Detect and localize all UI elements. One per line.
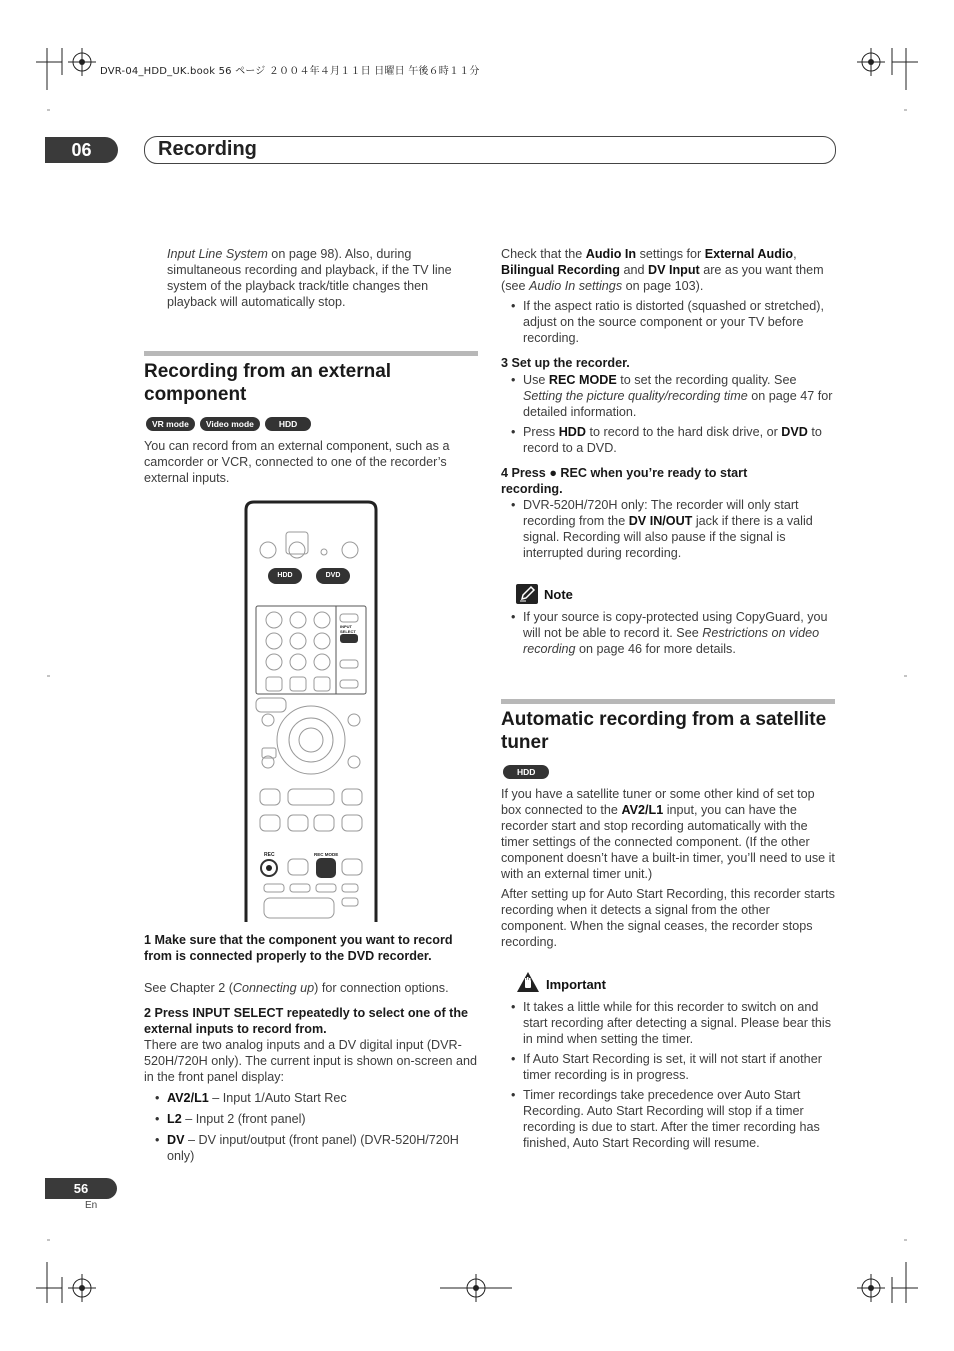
text: If you have a satellite tuner or some other kind of set top box connected to the <box>501 787 815 817</box>
bold: DVD <box>781 425 808 439</box>
text: and <box>619 263 648 277</box>
text: jack if there is a valid signal. Recording will also pause if the signal is interrupted during recording. <box>523 514 813 560</box>
section-rule <box>144 351 478 356</box>
input-list <box>145 1090 479 1168</box>
bold: Audio In <box>585 247 637 261</box>
remote-dvd-label: DVD <box>325 572 341 579</box>
text: on page 46 for more details. <box>575 642 736 656</box>
text: are as you want them (see <box>501 263 824 293</box>
step-4-title: 4 Press ● REC when you’re ready to start recording. <box>501 466 748 496</box>
aspect-bullet <box>501 298 835 350</box>
list-item: • If the aspect ratio is distorted (squashed or stretched), adjust on the source component or your TV before recording. <box>501 298 835 346</box>
input-key: L2 <box>167 1112 182 1126</box>
list-item <box>501 497 835 561</box>
audio-in-paragraph <box>501 246 835 294</box>
remote-rec-mode-label: REC MODE <box>314 852 339 857</box>
list-item <box>501 372 835 420</box>
text: on page 103). <box>622 279 704 293</box>
list-item: • Timer recordings take precedence over Auto Start Recording. Auto Start Recording will stop if a timer recording is due to start. After the timer recording has finished, Auto Start Recording will resume. <box>501 1087 835 1151</box>
important-heading: Important <box>546 977 606 992</box>
satellite-paragraph-2: After setting up for Auto Start Recording, this recorder starts recording when it detects a signal from the other component. When the signal ceases, the recorder stops recording. <box>501 887 835 949</box>
intro-text: on page 98). Also, during simultaneous recording and playback, if the TV line system of the playback track/title changes then playback will automatically stop. <box>167 247 452 309</box>
step-1-pre: See Chapter 2 ( <box>144 981 233 995</box>
bold: HDD <box>558 425 586 439</box>
intro-italic: Input Line System <box>167 247 268 261</box>
list-item <box>501 609 835 657</box>
remote-hdd-label: HDD <box>277 572 293 579</box>
list-item <box>145 1132 479 1164</box>
remote-rec-label: REC <box>264 852 275 858</box>
input-desc: – DV input/output (front panel) (DVR-520H/720H only) <box>167 1133 459 1163</box>
step-2-body: There are two analog inputs and a DV digital input (DVR-520H/720H only). The current input is shown on-screen and in the front panel display: <box>144 1038 477 1084</box>
tag-hdd: HDD <box>265 417 311 431</box>
text: settings for <box>636 247 705 261</box>
bold: External Audio <box>704 247 794 261</box>
mode-tags <box>146 414 316 432</box>
text: If your source is copy-protected using CopyGuard, you will not be able to record it. See <box>523 610 828 640</box>
text: to record to a DVD. <box>523 425 822 455</box>
warning-hand-icon <box>516 971 540 993</box>
left-intro <box>167 246 477 310</box>
tag-video-mode: Video mode <box>200 417 260 431</box>
bold: AV2/L1 <box>621 803 664 817</box>
section-intro: You can record from an external component, such as a camcorder or VCR, connected to one of the recorder’s external inputs. <box>144 439 450 485</box>
list-item: • If Auto Start Recording is set, it will not start if another timer recording is in progress. <box>501 1051 835 1083</box>
tag-hdd: HDD <box>503 765 549 779</box>
mode-tags <box>503 762 554 780</box>
italic: Restrictions on video recording <box>523 626 820 656</box>
bold: DV Input <box>647 263 700 277</box>
bold: DV IN/OUT <box>628 514 693 528</box>
step-1-title: 1 Make sure that the component you want to record from is connected properly to the DVD recorder. <box>144 933 453 963</box>
chapter-title: Recording <box>158 138 257 160</box>
text: Press <box>523 425 559 439</box>
input-key: AV2/L1 <box>167 1091 209 1105</box>
text: Use <box>523 373 549 387</box>
section-title: Recording from an external component <box>144 361 392 405</box>
pencil-icon <box>516 584 538 604</box>
input-key: DV <box>167 1133 185 1147</box>
list-item: • It takes a little while for this recorder to switch on and start recording after detecting a signal. Please bear this in mind when setting the timer. <box>501 999 835 1047</box>
text: Check that the <box>501 247 586 261</box>
step-1-post: ) for connection options. <box>314 981 449 995</box>
note-body <box>501 609 835 661</box>
text: to record to the hard disk drive, or <box>586 425 782 439</box>
list-item <box>145 1090 479 1106</box>
step-1-italic: Connecting up <box>232 981 315 995</box>
text: input, you can have the recorder start and stop recording automatically with the timer settings of the connected component. (If the other component doesn’t have a built-in timer, you’ll need to use it with an external timer unit.) <box>501 803 835 881</box>
step-3-bullets <box>501 372 835 460</box>
italic: Setting the picture quality/recording time <box>523 389 748 403</box>
bold: REC MODE <box>548 373 617 387</box>
text: on page 47 for detailed information. <box>523 389 833 419</box>
language-label: En <box>85 1200 98 1211</box>
input-desc: – Input 2 (front panel) <box>181 1112 306 1126</box>
remote-control-illustration <box>244 500 378 922</box>
note-heading: Note <box>544 587 573 602</box>
step-1-body <box>144 980 478 996</box>
text: to set the recording quality. See <box>616 373 797 387</box>
input-desc: – Input 1/Auto Start Rec <box>208 1091 347 1105</box>
tag-vr-mode: VR mode <box>146 417 195 431</box>
italic: Audio In settings <box>529 279 623 293</box>
list-item <box>145 1111 479 1127</box>
important-bullets <box>501 999 835 1155</box>
section-rule <box>501 699 835 704</box>
file-header: DVR-04_HDD_UK.book 56 ページ ２００４年４月１１日 日曜日 午後６時１１分 <box>100 66 480 77</box>
step-2-title: 2 Press INPUT SELECT repeatedly to select one of the external inputs to record from. <box>144 1006 469 1036</box>
text: , <box>793 247 797 261</box>
chapter-number: 06 <box>45 137 118 163</box>
satellite-paragraph-1 <box>501 786 835 882</box>
text: DVR-520H/720H only: The recorder will only start recording from the <box>523 498 799 528</box>
list-item <box>501 424 835 456</box>
step-3-title: 3 Set up the recorder. <box>501 356 630 370</box>
step-4-bullets <box>501 497 835 565</box>
bold: Bilingual Recording <box>501 263 620 277</box>
remote-input-select-label: INPUT SELECT <box>340 624 356 634</box>
section-title: Automatic recording from a satellite tuner <box>501 709 827 753</box>
page-number: 56 <box>45 1178 117 1199</box>
